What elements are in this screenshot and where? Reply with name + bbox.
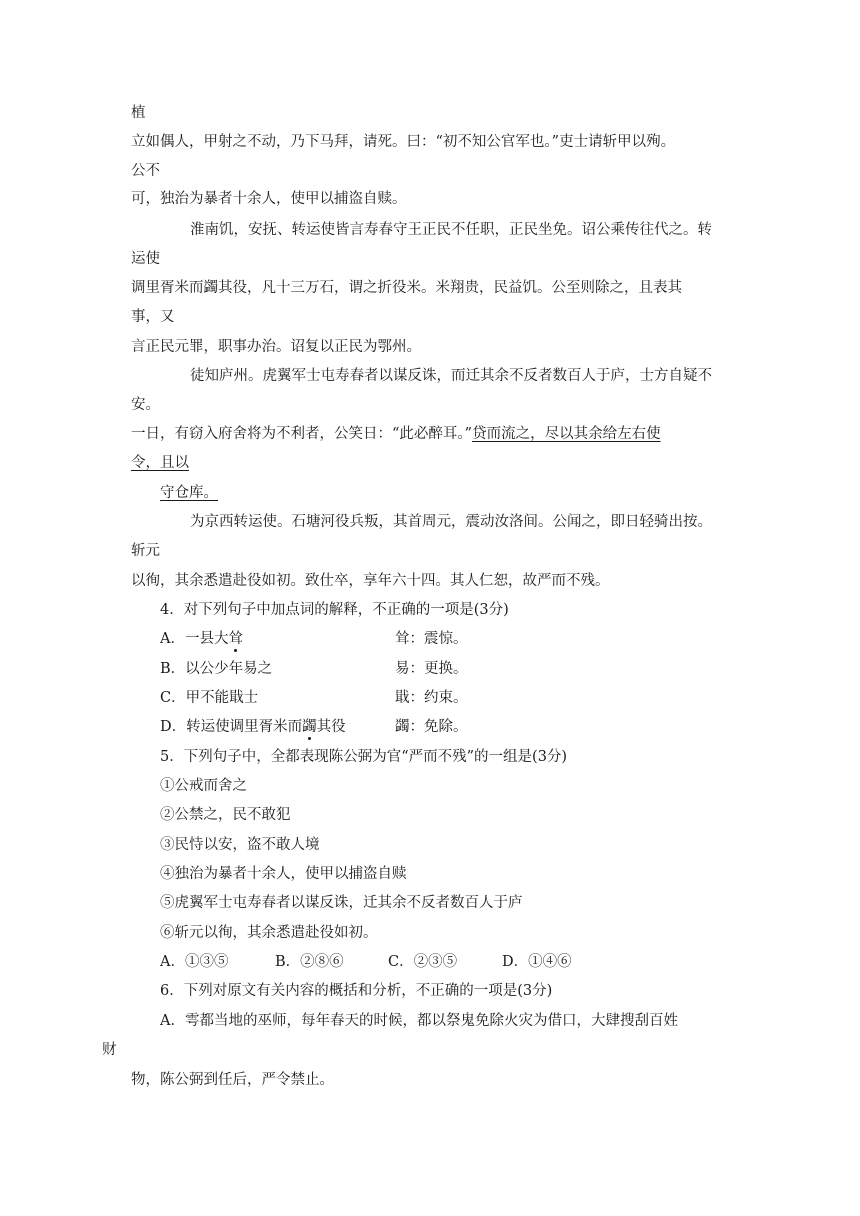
option-a: A．雩都当地的巫师，每年春天的时候，都以祭鬼免除火灾为借口，大肆搜刮百姓 bbox=[160, 1013, 678, 1029]
passage-line: 安。 bbox=[131, 397, 160, 413]
answer-option-b: B．②⑧⑥ bbox=[275, 954, 344, 970]
underlined-sentence: 令，且以 bbox=[131, 455, 189, 471]
option-gloss: 蠲：免除。 bbox=[395, 719, 468, 735]
passage-line: 事，又 bbox=[131, 309, 175, 325]
list-item: ②公禁之，民不敢犯 bbox=[160, 807, 291, 823]
underlined-sentence: 贷而流之，尽以其余给左右使 bbox=[472, 426, 661, 442]
option-text: B．以公少年易之 bbox=[160, 661, 273, 677]
question-stem: 6．下列对原文有关内容的概括和分析，不正确的一项是(3分) bbox=[160, 983, 553, 999]
dotted-word: 蠲 bbox=[302, 719, 317, 735]
answer-option-d: D．①④⑥ bbox=[502, 954, 572, 970]
passage-line: 斩元 bbox=[131, 543, 160, 559]
option-gloss: 易：更换。 bbox=[395, 661, 468, 677]
list-item: ⑥斩元以徇，其余悉遣赴役如初。 bbox=[160, 925, 378, 941]
passage-line bbox=[131, 425, 661, 443]
option-text: 其役 bbox=[316, 719, 346, 735]
list-item: ①公戒而舍之 bbox=[160, 778, 247, 794]
passage-line: 淮南饥，安抚、转运使皆言寿春守王正民不任职，正民坐免。诏公乘传往代之。转 bbox=[190, 222, 712, 238]
passage-line: 为京西转运使。石塘河役兵叛，其首周元，震动汝洛间。公闻之，即日轻骑出按。 bbox=[190, 514, 712, 530]
option-a-continued: 财 bbox=[102, 1042, 117, 1058]
option-a-continued: 物，陈公弼到任后，严令禁止。 bbox=[131, 1072, 334, 1088]
passage-line: 可，独治为暴者十余人，使甲以捕盗自赎。 bbox=[131, 191, 407, 207]
list-item: ⑤虎翼军士屯寿春者以谋反诛，迁其余不反者数百人于庐 bbox=[160, 895, 523, 911]
passage-line: 言正民元罪，职事办治。诏复以正民为鄂州。 bbox=[131, 339, 421, 355]
option-text: A．一县大 bbox=[160, 631, 229, 647]
question-stem: 4．对下列句子中加点词的解释，不正确的一项是(3分) bbox=[160, 602, 509, 618]
passage-text: 一日，有窃入府舍将为不利者，公笑日：“此必醉耳。” bbox=[131, 426, 473, 442]
passage-line: 公不 bbox=[131, 163, 160, 179]
list-item: ④独治为暴者十余人，使甲以捕盗自赎 bbox=[160, 866, 407, 882]
answer-options bbox=[160, 953, 572, 971]
option-text: C．甲不能戢士 bbox=[160, 690, 259, 706]
passage-line: 以徇，其余悉遣赴役如初。致仕卒，享年六十四。其人仁恕，故严而不残。 bbox=[131, 573, 610, 589]
dotted-word: 耸 bbox=[228, 631, 243, 647]
list-item: ③民恃以安，盗不敢人境 bbox=[160, 837, 320, 853]
option-gloss: 耸：震惊。 bbox=[395, 631, 468, 647]
question-stem: 5．下列句子中，全都表现陈公弼为官“严而不残”的一组是(3分) bbox=[160, 749, 568, 765]
passage-line: 植 bbox=[131, 105, 146, 121]
answer-option-a: A．①③⑤ bbox=[160, 954, 229, 970]
passage-line: 立如偶人，甲射之不动，乃下马拜，请死。曰：“初不知公官军也。”吏士请斩甲以殉。 bbox=[131, 134, 676, 150]
underlined-sentence: 守仓库。 bbox=[160, 485, 218, 501]
passage-line: 运使 bbox=[131, 251, 160, 267]
passage-line: 徒知庐州。虎翼军士屯寿春者以谋反诛，而迁其余不反者数百人于庐，士方自疑不 bbox=[190, 368, 712, 384]
option-gloss: 戢：约束。 bbox=[395, 690, 468, 706]
answer-option-c: C．②③⑤ bbox=[388, 954, 458, 970]
passage-line: 调里胥米而蠲其役，凡十三万石，谓之折役米。米翔贵，民益饥。公至则除之，且表其 bbox=[131, 280, 682, 296]
option-text: D．转运使调里胥米而 bbox=[160, 719, 303, 735]
